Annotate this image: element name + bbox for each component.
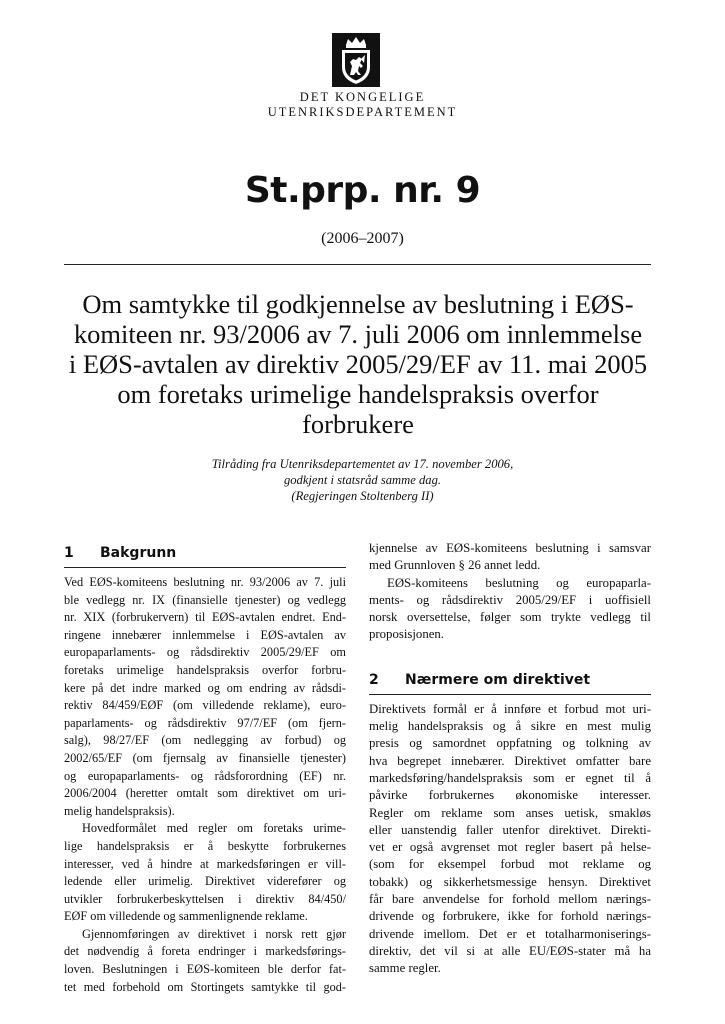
text-line: rektiv 84/459/EØF (om villedende reklame), euro- bbox=[64, 698, 346, 713]
text-line: får bare anvendelse for forhold mellom nærings- bbox=[369, 892, 651, 907]
section-1-continued bbox=[369, 540, 651, 644]
department-name-line2: UTENRIKSDEPARTEMENT bbox=[267, 105, 458, 119]
subject-line: i EØS-avtalen av direktiv 2005/29/EF av 11. mai 2005 bbox=[68, 349, 648, 379]
text-line: foretaks urimelige handelspraksis overfor forbru- bbox=[64, 662, 346, 677]
section-title: Bakgrunn bbox=[100, 545, 177, 561]
left-column bbox=[64, 543, 346, 996]
text-line: tet med forbehold om Stortingets samtykke til god- bbox=[64, 979, 346, 994]
text-line: salg), 98/27/EF (om nedlegging av forbud) og bbox=[64, 733, 346, 748]
text-line: ments- og rådsdirektiv 2005/29/EF i uoffisiell bbox=[369, 592, 651, 607]
text-line: 2006/2004 (heretter omtalt som direktivet om uri- bbox=[64, 786, 346, 801]
text-line: det nødvendig å foreta endringer i markedsførings- bbox=[64, 944, 346, 959]
text-line: påvirke forbrukernes økonomiske interesser. bbox=[369, 788, 651, 803]
section-2-text bbox=[369, 701, 651, 978]
text-line: europaparlaments- og rådsdirektiv 2005/29/EF om bbox=[64, 645, 346, 660]
document-title: St.prp. nr. 9 bbox=[244, 170, 481, 211]
subject-line: forbrukere bbox=[302, 409, 414, 439]
subject-line: komiteen nr. 93/2006 av 7. juli 2006 om innlemmelse bbox=[73, 319, 643, 349]
paragraph bbox=[64, 574, 346, 820]
section-2-heading bbox=[369, 670, 651, 690]
text-line: EØS-komiteens beslutning og europaparla- bbox=[387, 575, 651, 590]
text-line: ringene innebærer innlemmelse i EØS-avtalen av bbox=[64, 627, 346, 642]
recommendation-note bbox=[0, 456, 725, 504]
subject-line: om foretaks urimelige handelspraksis overfor bbox=[117, 379, 599, 409]
text-line: direktiv, det vil si at alle EU/EØS-stater må ha bbox=[369, 943, 651, 958]
text-line: Hovedformålet med regler om foretaks urime- bbox=[82, 821, 346, 836]
text-line: 2002/65/EF (om fjernsalg av finansielle tjenester) bbox=[64, 750, 346, 765]
text-line: norsk oversettelse, følger som trykte vedlegg til bbox=[369, 610, 651, 625]
department-name-line1: DET KONGELIGE bbox=[299, 90, 426, 104]
text-line: med Grunnloven § 26 annet ledd. bbox=[369, 558, 541, 573]
text-line: Regler om reklame som anses uetisk, smakløs bbox=[369, 805, 651, 820]
recommendation-line: godkjent i statsråd samme dag. bbox=[283, 473, 442, 487]
text-line: kjennelse av EØS-komiteens beslutning i samsvar bbox=[369, 541, 651, 555]
paragraph bbox=[369, 701, 651, 978]
text-line: Gjennomføringen av direktivet i norsk rett gjør bbox=[82, 926, 346, 941]
text-line: nr. XIX (forbrukervern) til EØS-avtalen endret. End- bbox=[64, 610, 346, 625]
text-line: lige handelspraksis er å beskytte forbrukernes bbox=[64, 838, 346, 853]
text-line: ledende eller urimelig. Direktivet viderefører og bbox=[64, 874, 346, 889]
section-1-text bbox=[64, 574, 346, 996]
text-line: utvikler forbrukerbeskyttelsen i direktiv 84/450/ bbox=[64, 891, 346, 906]
paragraph bbox=[369, 540, 651, 575]
text-line: EØF om villedende og sammenlignende reklame. bbox=[64, 909, 308, 924]
subject-line: Om samtykke til godkjennelse av beslutning i EØS- bbox=[82, 289, 634, 319]
text-line: eller uanstendig faller utenfor direktivet. Direkti- bbox=[369, 822, 651, 837]
recommendation-line: (Regjeringen Stoltenberg II) bbox=[291, 489, 434, 503]
text-line: tobakk) og sikkerhetsmessige hensyn. Direktivet bbox=[369, 874, 651, 889]
section-title: Nærmere om direktivet bbox=[405, 671, 591, 688]
text-line: (som for eksempel forbud mot reklame og bbox=[369, 857, 651, 872]
recommendation-line: Tilråding fra Utenriksdepartementet av 17. november 2006, bbox=[211, 457, 514, 471]
section-divider bbox=[369, 694, 651, 695]
text-line: ble vedlegg nr. IX (finansielle tjenester) og vedlegg bbox=[64, 592, 346, 607]
paragraph bbox=[64, 926, 346, 996]
right-column bbox=[369, 543, 651, 978]
text-line: drivende imellom. Det er et totalharmoniserings- bbox=[369, 926, 651, 941]
text-line: presis og samordnet oppfatning og tolkning av bbox=[369, 736, 651, 751]
section-divider bbox=[64, 567, 346, 568]
text-line: melig handelspraksis). bbox=[64, 803, 175, 818]
coat-of-arms-icon bbox=[332, 33, 380, 87]
text-line: loven. Beslutningen i EØS-komiteen ble derfor fat- bbox=[64, 962, 346, 977]
text-line: Direktivets formål er å innføre et forbud mot uri- bbox=[369, 701, 651, 716]
document-subject bbox=[58, 289, 658, 439]
text-line: vet er også avgrenset mot regler basert på helse- bbox=[369, 840, 651, 855]
section-number: 1 bbox=[64, 545, 74, 561]
text-line: Ved EØS-komiteens beslutning nr. 93/2006 av 7. juli bbox=[64, 575, 346, 589]
section-1-heading bbox=[64, 543, 346, 563]
text-line: samme regler. bbox=[369, 961, 441, 976]
text-line: proposisjonen. bbox=[369, 627, 445, 642]
text-line: hva begrepet innebærer. Direktivet omfatter bare bbox=[369, 753, 651, 768]
session-years: (2006–2007) bbox=[321, 230, 404, 247]
section-number: 2 bbox=[369, 671, 379, 688]
text-line: interesser, ved å hindre at markedsføringen er vill- bbox=[64, 856, 346, 871]
title-divider bbox=[64, 264, 651, 265]
text-line: og europaparlaments- og rådsforordning (EF) nr. bbox=[64, 768, 346, 783]
text-line: paparlaments- og rådsdirektiv 97/7/EF (om fjern- bbox=[64, 715, 346, 730]
paragraph bbox=[64, 820, 346, 926]
text-line: melig handelspraksis og å sikre en mest mulig bbox=[369, 719, 651, 734]
paragraph bbox=[369, 575, 651, 644]
text-line: markedsføring/handelspraksis som er egnet til å bbox=[369, 770, 651, 785]
text-line: drivende og forbrukere, ikke for forhold nærings- bbox=[369, 909, 651, 924]
text-line: kere på det indre marked og om endring av rådsdi- bbox=[64, 680, 346, 695]
